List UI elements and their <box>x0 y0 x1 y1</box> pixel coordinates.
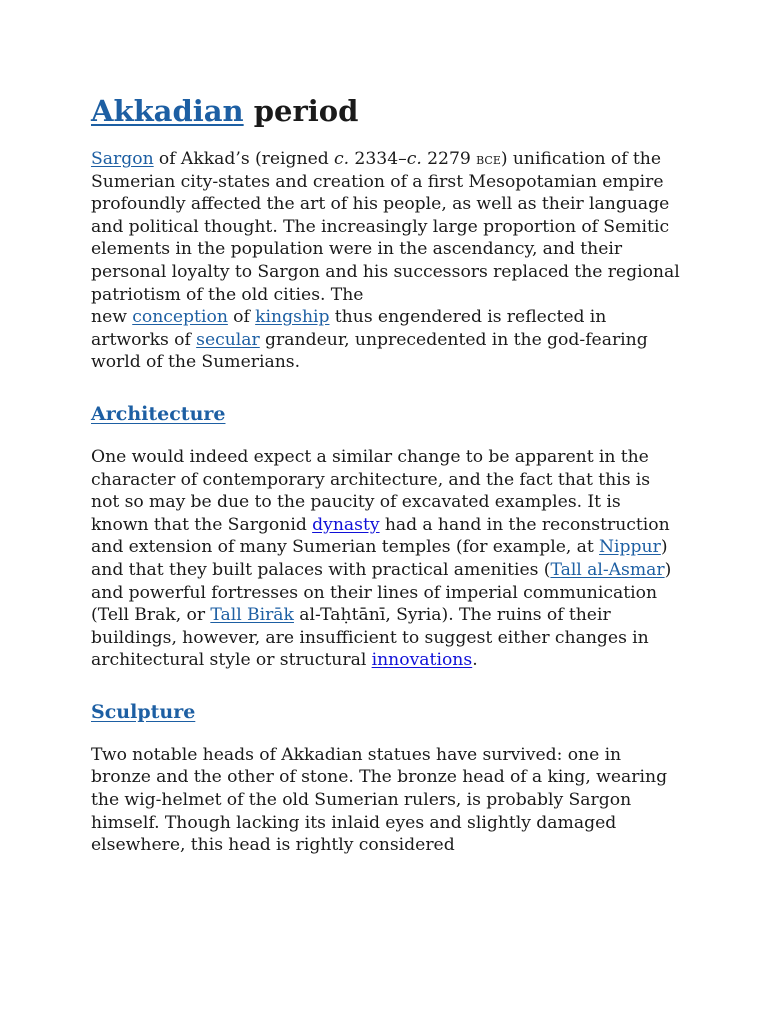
intro-text-6: of <box>227 307 256 328</box>
arch-text-2: had a hand in the reconstruction and extension of many Sumerian temples (for example, at <box>91 514 670 558</box>
intro-text-3: 2279 <box>421 149 477 169</box>
section-heading-architecture <box>91 400 681 428</box>
intro-text-2: 2334– <box>349 149 407 169</box>
section-heading-sculpture <box>91 698 681 726</box>
arch-text-6: . <box>472 650 478 671</box>
circa-1: c. <box>334 149 350 169</box>
intro-paragraph <box>91 148 681 374</box>
arch-text-3: ) and that they built palaces with practical amenities ( <box>91 537 668 580</box>
arch-text-1: One would indeed expect a similar change to be apparent in the character of contemporary architecture, and the fact that this is not so may be due to the paucity of excavated examples. It is known that the Sargonid <box>91 446 651 535</box>
link-dynasty[interactable]: dynasty <box>312 514 380 535</box>
architecture-paragraph <box>91 446 681 672</box>
title-rest: period <box>253 94 359 128</box>
link-tall-birak[interactable]: Tall Birāk <box>210 605 294 626</box>
link-secular[interactable]: secular <box>196 329 260 350</box>
sculpture-paragraph <box>91 744 681 857</box>
link-conception[interactable]: conception <box>132 307 228 328</box>
page-title <box>91 90 681 132</box>
article <box>91 90 681 857</box>
link-sargon[interactable]: Sargon <box>91 149 154 169</box>
link-innovations[interactable]: innovations <box>371 650 473 671</box>
link-tall-al-asmar[interactable]: Tall al-Asmar <box>550 559 665 580</box>
intro-text-7: thus engendered is reflected in artworks of <box>91 307 607 350</box>
link-architecture[interactable]: Architecture <box>91 402 226 425</box>
link-sculpture[interactable]: Sculpture <box>91 700 196 723</box>
title-link-akkadian[interactable]: Akkadian <box>91 94 244 128</box>
sculpture-text-1: Two notable heads of Akkadian statues have survived: one in bronze and the other of stone. The bronze head of a king, wearing the wig-helmet of the old Sumerian rulers, is probably Sargon himself. Though lacking its inlaid eyes and slightly damaged elsewhere, this head is rightly considered <box>91 744 668 856</box>
arch-text-4: ) and powerful fortresses on their lines of imperial communication (Tell Brak, or <box>91 559 672 626</box>
link-kingship[interactable]: kingship <box>255 307 330 328</box>
intro-text-4: ) unification of the Sumerian city-states and creation of a first Mesopotamian empire profoundly affected the art of his people, as well as their language and political thought. The increasingly large proportion of Semitic elements in the population were in the ascendancy, and their personal loyalty to Sargon and his successors replaced the regional patriotism of the old cities. The <box>91 149 680 305</box>
circa-2: c. <box>406 149 422 169</box>
bce-label: bce <box>476 150 501 168</box>
intro-text-8: grandeur, unprecedented in the god-fearing world of the Sumerians. <box>91 329 648 373</box>
arch-text-5: al-Taḥtānī, Syria). The ruins of their buildings, however, are insufficient to suggest either changes in architectural style or structural <box>91 605 649 671</box>
intro-text-5: new <box>91 307 133 328</box>
intro-text-1: of Akkad’s (reigned <box>153 149 335 169</box>
link-nippur[interactable]: Nippur <box>599 537 661 558</box>
